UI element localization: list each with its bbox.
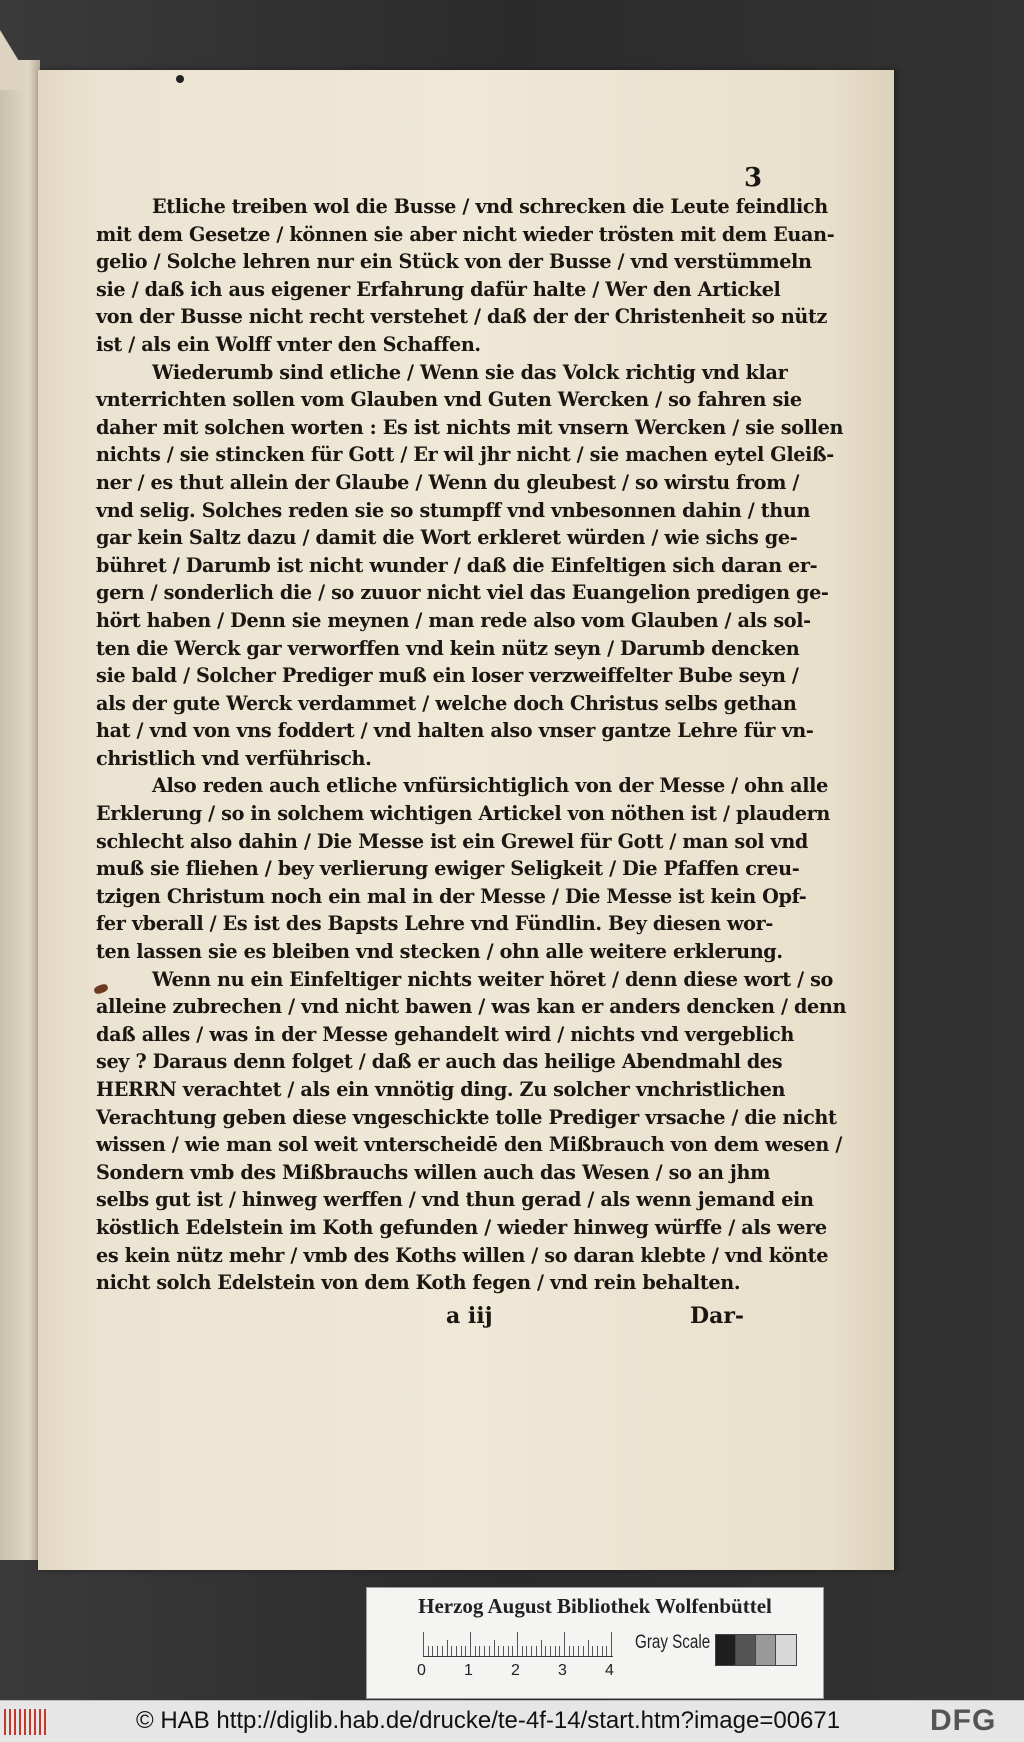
text-line: ten die Werck gar verworffen vnd kein nütz seyn / Darumb dencken	[96, 636, 800, 660]
ruler-tick	[522, 1646, 523, 1656]
body-text	[96, 193, 847, 1297]
text-line: hört haben / Denn sie meynen / man rede also vom Glauben / als sol-	[96, 608, 811, 632]
catchword: Dar-	[690, 1303, 745, 1329]
ruler-tick	[503, 1646, 504, 1656]
dfg-logo: DFG	[930, 1704, 997, 1737]
text-line: von der Busse nicht recht verstehet / daß der der Christenheit so nütz	[96, 305, 828, 329]
text-line: ner / es thut allein der Glaube / Wenn du gleubest / so wirstu from /	[96, 470, 800, 494]
text-line: gar kein Saltz dazu / damit die Wort erkleret würden / wie sichs ge-	[96, 526, 798, 550]
page-number: 3	[744, 163, 763, 193]
text-line: schlecht also dahin / Die Messe ist ein Grewel für Gott / man sol vnd	[96, 829, 809, 853]
ruler-tick	[606, 1646, 607, 1656]
text-line: muß sie fliehen / bey verlierung ewiger Seligkeit / Die Pfaffen creu-	[96, 857, 800, 881]
text-line: HERRN verachtet / als ein vnnötig ding. Zu solcher vnchristlichen	[96, 1078, 786, 1101]
text-line: sie bald / Solcher Prediger muß ein loser verzweiffelter Bube seyn /	[96, 664, 799, 688]
text-line: daß alles / was in der Messe gehandelt wird / nichts vnd vergeblich	[96, 1022, 794, 1046]
ruler-tick	[456, 1646, 457, 1656]
ruler-tick	[494, 1640, 495, 1656]
ruler-tick	[479, 1646, 480, 1656]
measurement-ruler	[423, 1630, 613, 1657]
ruler-tick	[489, 1646, 490, 1656]
ruler-number: 0	[417, 1662, 426, 1679]
ruler-tick	[484, 1646, 485, 1656]
text-line: Sondern vmb des Mißbrauchs willen auch das Wesen / so an jhm	[96, 1160, 771, 1184]
text-line: hat / vnd von vns foddert / vnd halten also vnser gantze Lehre für vn-	[96, 719, 814, 743]
text-line: sie / daß ich aus eigener Erfahrung dafür halte / Wer den Artickel	[96, 277, 781, 301]
ruler-tick	[545, 1646, 546, 1656]
ruler-tick	[573, 1646, 574, 1656]
ruler-tick	[447, 1640, 448, 1656]
text-line: vnterrichten sollen vom Glauben vnd Guten Wercken / so fahren sie	[96, 388, 802, 412]
ruler-tick	[517, 1632, 518, 1656]
ruler-tick	[475, 1646, 476, 1656]
text-line: fer vberall / Es ist des Bapsts Lehre vnd Fündlin. Bey diesen wor-	[96, 912, 774, 936]
signature-mark: a iij	[446, 1303, 493, 1329]
facing-page-edge	[0, 60, 40, 1560]
footer-bar	[0, 1700, 1024, 1742]
hab-logo-icon	[4, 1709, 48, 1735]
gray-swatch	[755, 1634, 777, 1666]
ruler-number: 2	[511, 1662, 520, 1679]
text-line: Verachtung geben diese vngeschickte tolle Prediger vrsache / die nicht	[96, 1105, 837, 1129]
gray-scale-label: Gray Scale	[635, 1632, 711, 1653]
text-line: gern / sonderlich die / so zuuor nicht viel das Euangelion predigen ge-	[96, 581, 829, 605]
text-line: köstlich Edelstein im Koth gefunden / wieder hinweg würffe / als were	[96, 1215, 827, 1239]
ruler-tick	[470, 1632, 471, 1656]
ruler-tick	[578, 1646, 579, 1656]
text-line: Erklerung / so in solchem wichtigen Artickel von nöthen ist / plaudern	[96, 802, 830, 826]
ink-dot	[176, 75, 184, 83]
gray-swatch	[775, 1634, 797, 1666]
ruler-tick	[432, 1646, 433, 1656]
ruler-tick	[512, 1646, 513, 1656]
ruler-tick	[508, 1646, 509, 1656]
ruler-tick	[564, 1632, 565, 1656]
ruler-tick	[428, 1646, 429, 1656]
ruler-tick	[536, 1646, 537, 1656]
ruler-tick	[451, 1646, 452, 1656]
text-line: Etliche treiben wol die Busse / vnd schrecken die Leute feindlich	[152, 195, 828, 218]
ruler-tick	[559, 1646, 560, 1656]
ruler-tick	[611, 1632, 612, 1656]
ruler-tick	[592, 1646, 593, 1656]
text-line: christlich vnd verführisch.	[96, 746, 372, 770]
text-line: alleine zubrechen / vnd nicht bawen / was kan er anders dencken / denn	[96, 995, 847, 1019]
gray-swatch	[715, 1634, 737, 1666]
text-line: nicht solch Edelstein von dem Koth fegen / vnd rein behalten.	[96, 1271, 741, 1295]
text-line: Wiederumb sind etliche / Wenn sie das Volck richtig vnd klar	[152, 360, 788, 384]
gray-swatch	[735, 1634, 757, 1666]
text-line: Also reden auch etliche vnfürsichtiglich von der Messe / ohn alle	[152, 774, 828, 798]
ruler-tick	[602, 1646, 603, 1656]
gray-scale-card	[366, 1587, 824, 1699]
ruler-tick	[531, 1646, 532, 1656]
ruler-tick	[550, 1646, 551, 1656]
text-line: gelio / Solche lehren nur ein Stück von der Busse / vnd verstümmeln	[96, 250, 812, 274]
ruler-tick	[555, 1646, 556, 1656]
library-title: Herzog August Bibliothek Wolfenbüttel	[418, 1594, 772, 1618]
ruler-tick	[461, 1646, 462, 1656]
text-line: nichts / sie stincken für Gott / Er wil jhr nicht / sie machen eytel Gleiß-	[96, 443, 834, 467]
ruler-number: 3	[558, 1662, 567, 1679]
ruler-tick	[498, 1646, 499, 1656]
text-line: mit dem Gesetze / können sie aber nicht wieder trösten mit dem Euan-	[96, 222, 835, 246]
ruler-tick	[442, 1646, 443, 1656]
text-line: ist / als ein Wolff vnter den Schaffen.	[96, 332, 481, 356]
ruler-tick	[583, 1646, 584, 1656]
ruler-tick	[526, 1646, 527, 1656]
text-line: sey ? Daraus denn folget / daß er auch das heilige Abendmahl des	[96, 1050, 783, 1074]
ruler-tick	[437, 1646, 438, 1656]
ruler-number: 4	[605, 1662, 614, 1679]
text-line: es kein nütz mehr / vmb des Koths willen / so daran klebte / vnd könte	[96, 1243, 829, 1267]
text-line: tzigen Christum noch ein mal in der Messe / Die Messe ist kein Opf-	[96, 884, 807, 908]
ruler-tick	[541, 1640, 542, 1656]
ruler-numbers	[417, 1662, 652, 1680]
text-line: bühret / Darumb ist nicht wunder / daß die Einfeltigen sich daran er-	[96, 553, 818, 577]
text-line: Wenn nu ein Einfeltiger nichts weiter höret / denn diese wort / so	[152, 967, 834, 991]
text-line: wissen / wie man sol weit vnterscheidē den Mißbrauch von dem wesen /	[96, 1133, 842, 1157]
ruler-tick	[597, 1646, 598, 1656]
ruler-tick	[569, 1646, 570, 1656]
text-line: selbs gut ist / hinweg werffen / vnd thun gerad / als wenn jemand ein	[96, 1188, 814, 1212]
ruler-tick	[423, 1632, 424, 1656]
text-line: als der gute Werck verdammet / welche doch Christus selbs gethan	[96, 691, 797, 715]
text-line: daher mit solchen worten : Es ist nichts mit vnsern Wercken / sie sollen	[96, 415, 844, 439]
ruler-tick	[588, 1640, 589, 1656]
text-line: ten lassen sie es bleiben vnd stecken / ohn alle weitere erklerung.	[96, 940, 783, 964]
text-line: vnd selig. Solches reden sie so stumpff vnd vnbesonnen dahin / thun	[96, 498, 811, 522]
ruler-number: 1	[464, 1662, 473, 1679]
ruler-tick	[465, 1646, 466, 1656]
copyright-url: © HAB http://diglib.hab.de/drucke/te-4f-14/start.htm?image=00671	[136, 1707, 841, 1734]
